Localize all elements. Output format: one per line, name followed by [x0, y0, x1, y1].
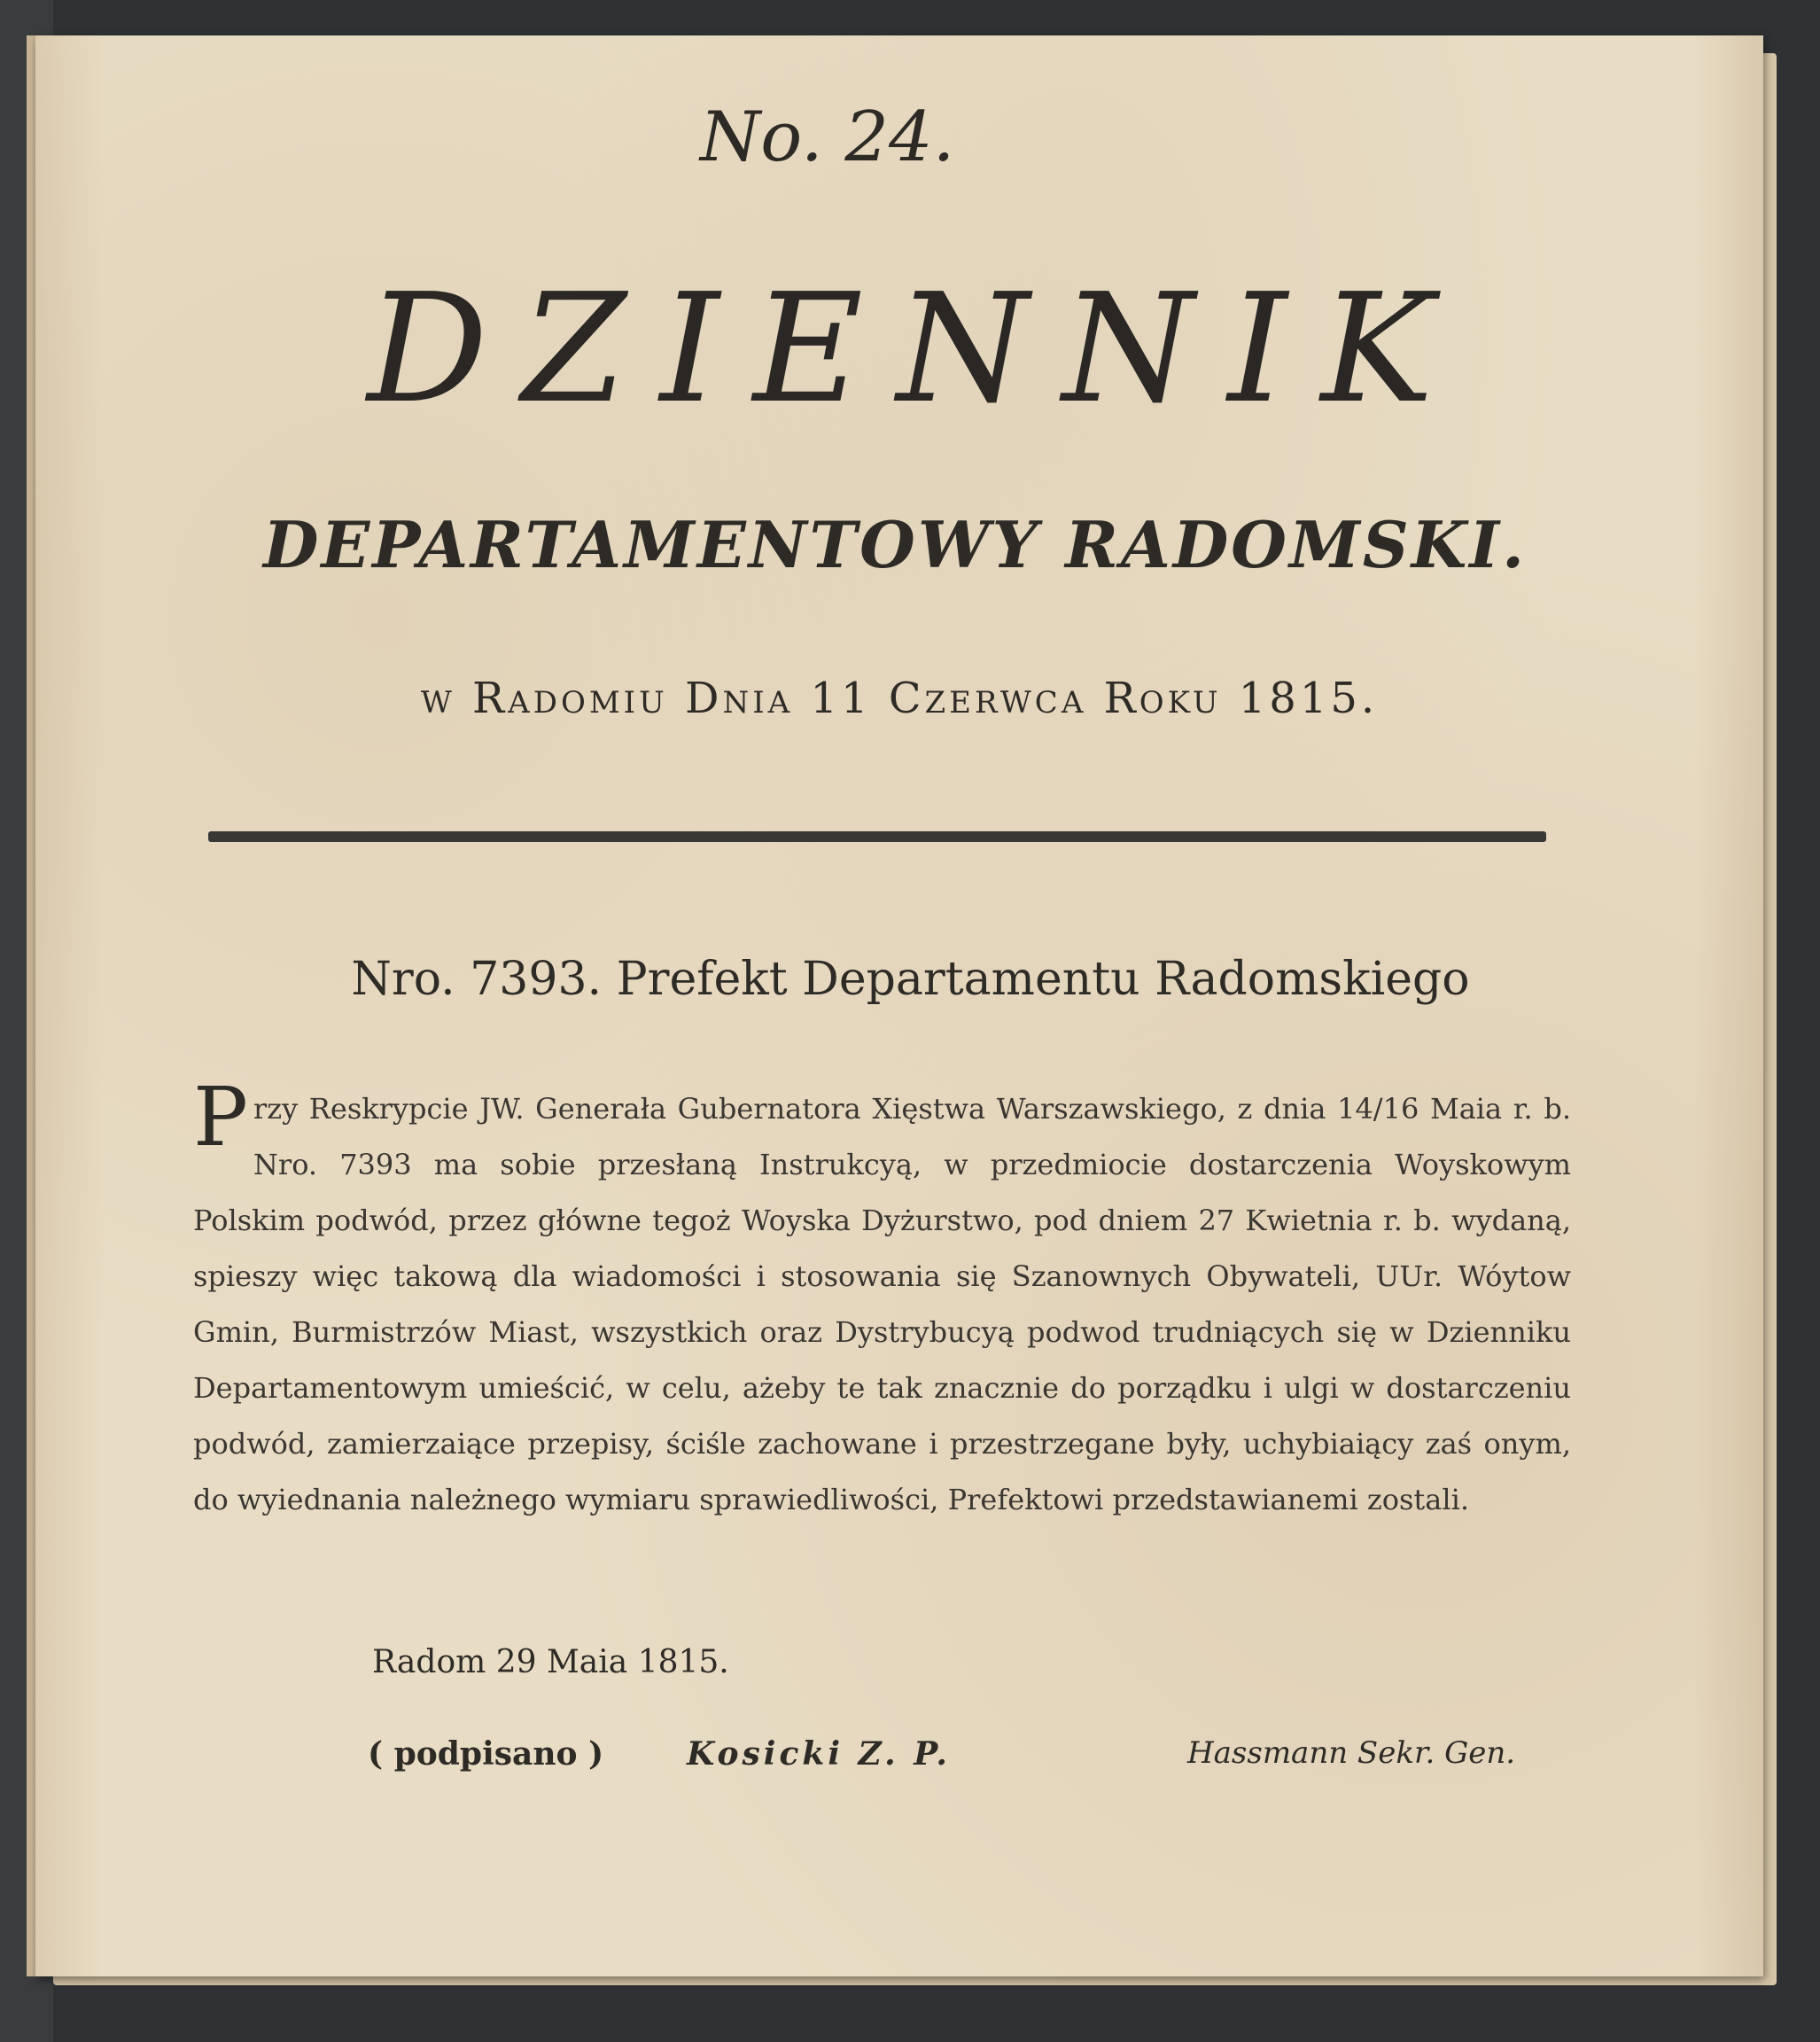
- newspaper-page: [35, 35, 1763, 1976]
- masthead-subtitle: DEPARTAMENTOWY RADOMSKI.: [262, 507, 1528, 582]
- article-heading: Nro. 7393. Prefekt Departamentu Radomskiego: [351, 953, 1470, 1006]
- article-body-text: rzy Reskrypcie JW. Generała Gubernatora Xięstwa Warszawskiego, z dnia 14/16 Maia r. b. Nro. 7393 ma sobie przesłaną Instrukcyą, w przedmiocie dostarczenia Woyskowym Polskim podwód, przez główne tegoż Woyska Dyżurstwo, pod dniem 27 Kwietnia r. b. wydaną, spieszy więc takową dla wiadomości i stosowania się Szanownych Obywateli, UUr. Wóytow Gmin, Burmistrzów Miast, wszystkich oraz Dystrybucyą podwod trudniących się w Dzienniku Departamentowym umieścić, w celu, ażeby te tak znacznie do porządku i ulgi w dostarczeniu podwód, zamierzaiące przepisy, ściśle zachowane i przestrzegane były, uchybiaiący zaś onym, do wyiednania należnego wymiaru sprawiedliwości, Prefektowi przedstawianemi zostali.: [193, 1092, 1571, 1516]
- masthead-divider: [208, 831, 1546, 842]
- issue-date: w Radomiu Dnia 11 Czerwca Roku 1815.: [420, 674, 1379, 723]
- masthead-title: DZIENNIK: [367, 261, 1467, 437]
- signature-block: [368, 1735, 1546, 1789]
- signed-label: ( podpisano ): [368, 1735, 604, 1773]
- place-and-date: Radom 29 Maia 1815.: [372, 1644, 729, 1680]
- drop-cap: P: [193, 1070, 248, 1165]
- article-body: [193, 1070, 1571, 1528]
- signatory-name: Kosicki Z. P.: [687, 1735, 951, 1773]
- issue-number: No. 24.: [700, 97, 955, 177]
- secretary-name: Hassmann Sekr. Gen.: [1187, 1735, 1516, 1771]
